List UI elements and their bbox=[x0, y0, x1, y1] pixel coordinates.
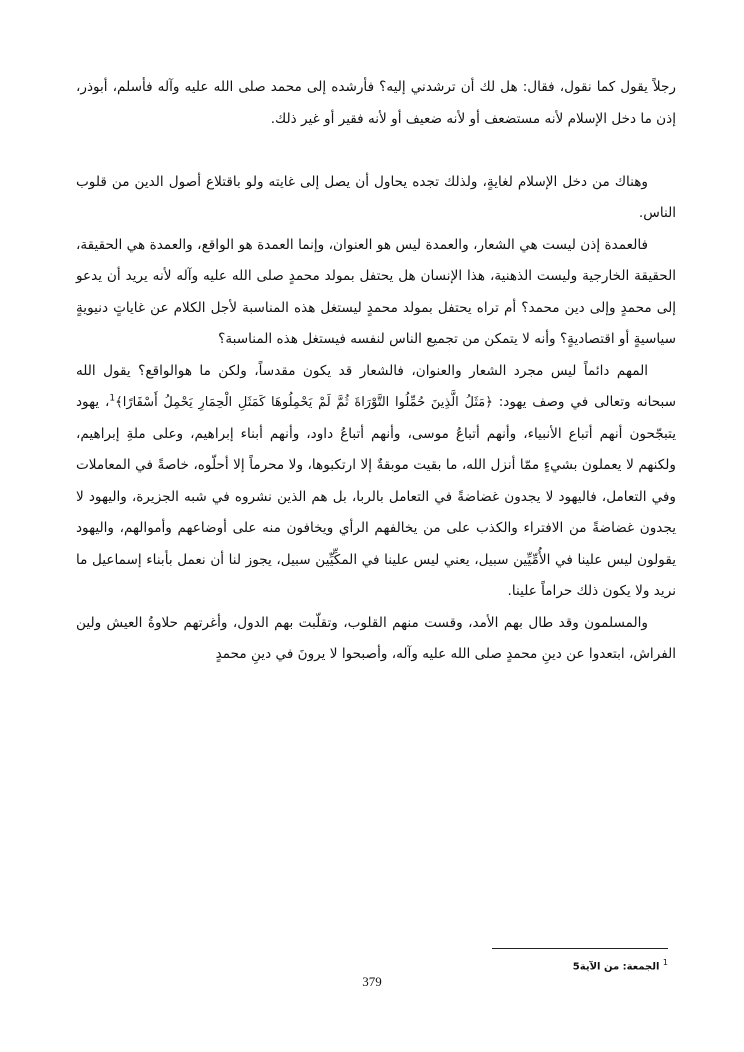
paragraph-5-text: والمسلمون وقد طال بهم الأمد، وقست منهم القلوب، وتقلّبت بهم الدول، وأغرتهم حلاوةُ العيش ولين الفراش، ابتعدوا عن دينِ محمدٍ صلى الله عليه وآله، وأصبحوا لا يرونَ في دينِ محمدٍ bbox=[76, 614, 676, 662]
paragraph-5 bbox=[76, 608, 676, 671]
body-text bbox=[76, 72, 676, 671]
paragraph-1: رجلاً يقول كما نقول، فقال: هل لك أن ترشدني إليه؟ فأرشده إلى محمد صلى الله عليه وآله فأسلم، أبوذر، إذن ما دخل الإسلام لأنه مستضعف أو لأنه ضعيف أو لأنه فقير أو غير ذلك. bbox=[76, 79, 676, 127]
footnote-reference[interactable]: 1 bbox=[109, 393, 116, 404]
paragraph-2-text: وهناك من دخل الإسلام لغايةٍ، ولذلك تجده يحاول أن يصل إلى غايته ولو باقتلاع أصول الدين من قلوب الناس. bbox=[76, 173, 676, 221]
paragraph-gap bbox=[76, 135, 676, 167]
paragraph-3 bbox=[76, 230, 676, 356]
paragraph-4 bbox=[76, 356, 676, 608]
paragraph-3-text: فالعمدة إذن ليست هي الشعار، والعمدة ليس هو العنوان، وإنما العمدة هو الواقع، والعمدة هي الحقيقة، الحقيقة الخارجية وليست الذهنية، هذا الإنسان هل يحتفل بمولد محمدٍ صلى الله عليه وآله لأنه يريد أن يدعو إلى محمدٍ وإلى دين محمد؟ أم تراه يحتفل بمولد محمدٍ ليستغل هذه المناسبة لأجل الكلام عن غاياتٍ دنيويةٍ سياسيةٍ أو اقتصاديةٍ؟ وأنه لا يتمكن من تجميع الناس لنفسه فيستغل هذه المناسبة؟ bbox=[76, 236, 676, 347]
paragraph-2 bbox=[76, 167, 676, 230]
page-number: 379 bbox=[362, 974, 382, 989]
quran-verse: ﴿مَثَلُ الَّذِينَ حُمِّلُوا التَّوْرَاةَ ثُمَّ لَمْ يَحْمِلُوهَا كَمَثَلِ الْحِمَارِ يَحْمِلُ أَسْفَارًا﴾ bbox=[115, 395, 493, 410]
footnote-text: الجمعة: من الآية5 bbox=[572, 961, 660, 973]
footnote bbox=[573, 958, 668, 972]
footnote-separator bbox=[492, 948, 668, 949]
footnote-marker: 1 bbox=[662, 958, 668, 967]
paragraph-4-text-before: المهم دائماً ليس مجرد الشعار والعنوان، فالشعار قد يكون مقدساً، ولكن ما هوالواقع؟ يقول الله سبحانه وتعالى في وصف يهود: bbox=[76, 362, 676, 410]
paragraph-4-text-after: ، يهود يتبجّحون أنهم أتباع الأنبياء، وأنهم أتباعُ موسى، وأنهم أتباعُ داود، وأنهم أبناء إبراهيم، وعلى ملةِ إبراهيم، ولكنهم لا يعملون بشيءٍ ممّا أنزل الله، ما بقيت موبقةٌ إلا ارتكبوها، ولا محرماً إلا أحلّوه، خاصةً في المعاملات وفي التعامل، فاليهود لا يجدون غضاضةً في التعامل بالربا، بل هم الذين نشروه في شبه الجزيرة، واليهود لا يجدون غضاضةً من الافتراء والكذب على من يخالفهم الرأي ويخافون منه على أوضاعهم وأموالهم، واليهود يقولون ليس علينا في الأُمِّيِّين سبيل، يعني ليس علينا في المكِّيِّين سبيل، يجوز لنا أن نعمل بأبناء إسماعيل ما نريد ولا يكون ذلك حراماً علينا. bbox=[76, 394, 676, 599]
